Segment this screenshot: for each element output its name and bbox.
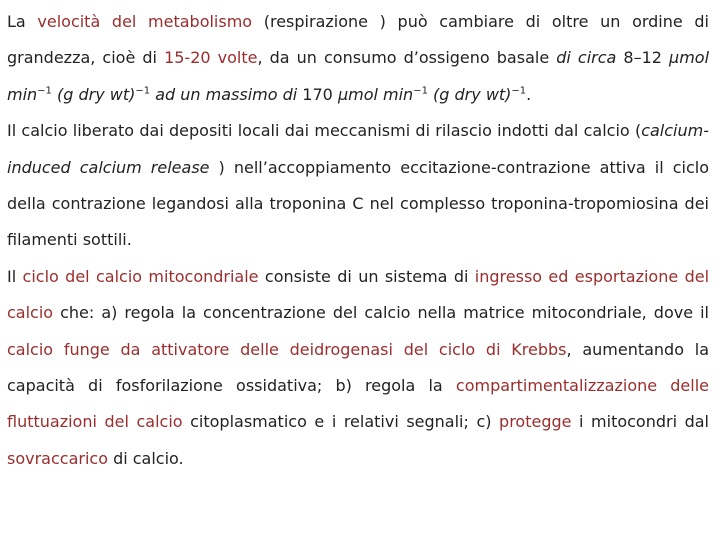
- text-run: Il calcio liberato dai depositi locali dai meccanismi di rilascio indotti dal calcio (: [7, 121, 642, 141]
- text-run: , da un consumo d’ossigeno basale: [257, 48, 557, 68]
- unit-run: (g dry wt): [427, 84, 512, 104]
- text-body: [7, 4, 709, 477]
- text-run: ) nell’accoppiamento eccitazione-contrazione attiva il ciclo della contrazione legandosi alla troponina C nel complesso troponina-tropomiosina dei filamenti sottili.: [7, 157, 709, 250]
- text-run: citoplasmatico e i relativi segnali; c): [182, 412, 500, 432]
- paragraph-calcium-release: [7, 113, 709, 259]
- highlight-fold-change: 15-20 volte: [164, 48, 258, 68]
- highlight-term: protegge: [499, 412, 572, 432]
- highlight-term: calcio funge da attivatore delle deidrogenasi del ciclo di Krebbs: [7, 339, 567, 359]
- highlight-term: sovraccarico: [7, 448, 108, 468]
- text-run: , aumentando la capacità di fosforilazione ossidativa; b) regola la: [7, 339, 709, 396]
- highlight-term: ciclo del calcio mitocondriale: [22, 266, 259, 286]
- italic-term: calcium-induced calcium release: [7, 121, 709, 177]
- text-run: Il: [7, 266, 23, 286]
- highlight-metabolic-rate: velocità del metabolismo: [37, 12, 253, 31]
- text-run: (respirazione ) può cambiare di oltre un ordine di grandezza, cioè di: [7, 12, 709, 68]
- unit-run: µmol min: [337, 84, 414, 104]
- paragraph-mitochondrial-cycle: [7, 259, 709, 477]
- superscript: −1: [37, 85, 52, 97]
- unit-run: µmol min: [7, 48, 710, 104]
- highlight-term: compartimentalizzazione delle fluttuazioni del calcio: [7, 376, 709, 432]
- text-run: che: a) regola la concentrazione del calcio nella matrice mitocondriale, dove il: [53, 303, 709, 323]
- superscript: −1: [413, 85, 428, 97]
- unit-run: (g dry wt): [51, 84, 136, 104]
- highlight-term: ingresso ed esportazione del calcio: [7, 266, 710, 323]
- text-run: i mitocondri dal: [571, 412, 709, 432]
- text-run: di calcio.: [107, 448, 184, 468]
- italic-run: ad un massimo di: [150, 84, 298, 104]
- italic-run: di circa: [556, 48, 617, 68]
- text-run: 8–12: [616, 48, 670, 68]
- text-run: 170: [297, 84, 338, 104]
- text-run: La: [7, 12, 38, 31]
- superscript: −1: [135, 85, 151, 97]
- superscript: −1: [511, 85, 527, 97]
- paragraph-metabolism: [7, 4, 709, 113]
- text-run: consiste di un sistema di: [258, 266, 475, 286]
- text-run: .: [526, 84, 532, 104]
